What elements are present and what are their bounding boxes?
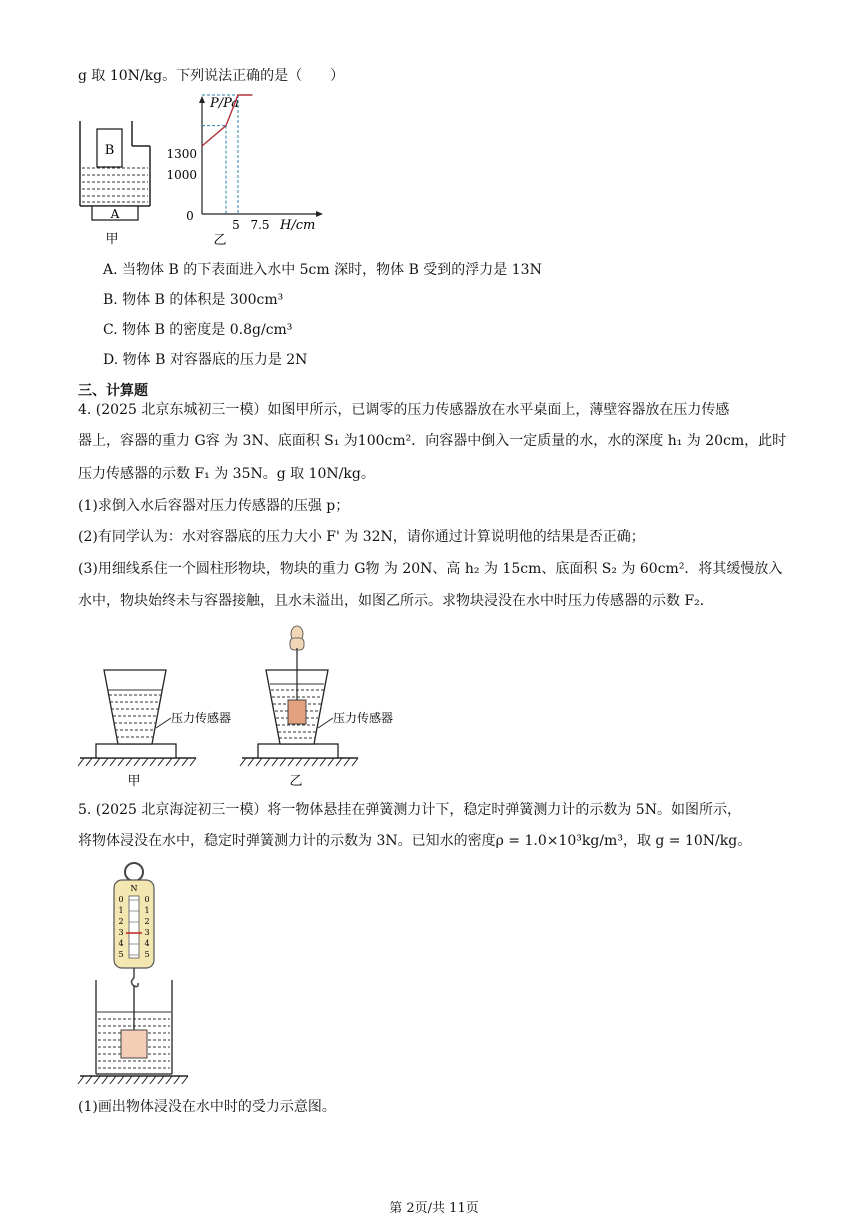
- block-a-label: A: [110, 207, 120, 221]
- figure-container-block-b: [72, 96, 162, 246]
- graph-origin: 0: [186, 209, 194, 223]
- q4-line2: 器上，容器的重力 G容 为 3N、底面积 S₁ 为100cm²．向容器中倒入一定质量的水，水的深度 h₁ 为 20cm，此时: [78, 433, 787, 449]
- page-footer: 第 2页/共 11页: [389, 1201, 479, 1216]
- q4-line1: 4. (2025 北京东城初三一模）如图甲所示，已调零的压力传感器放在水平桌面上，薄壁容器放在压力传感: [78, 402, 730, 418]
- graph-xtick-7-5: 7.5: [250, 218, 270, 232]
- svg-text:1: 1: [118, 906, 124, 915]
- sensor-label-jia: 压力传感器: [171, 711, 232, 725]
- intro-line: g 取 10N/kg。下列说法正确的是（ ）: [78, 68, 345, 84]
- figure-q4-yi: [238, 622, 418, 792]
- graph-y-label: P/Pa: [210, 96, 240, 111]
- q5-sub1: (1)画出物体浸没在水中时的受力示意图。: [78, 1099, 336, 1115]
- q4-line3: 压力传感器的示数 F₁ 为 35N。g 取 10N/kg。: [78, 466, 375, 482]
- q5-line2: 将物体浸没在水中，稳定时弹簧测力计的示数为 3N。已知水的密度ρ = 1.0×10³kg/m³，取 g = 10N/kg。: [78, 833, 752, 849]
- q4-sub3-line1: (3)用细线系住一个圆柱形物块，物块的重力 G物 为 20N、高 h₂ 为 15cm、底面积 S₂ 为 60cm²．将其缓慢放入: [78, 561, 783, 577]
- svg-text:2: 2: [144, 917, 150, 926]
- q4-sub3-line2: 水中，物块始终未与容器接触，且水未溢出，如图乙所示。求物块浸没在水中时压力传感器的示数 F₂．: [78, 593, 714, 609]
- option-a[interactable]: A. 当物体 B 的下表面进入水中 5cm 深时，物体 B 受到的浮力是 13N: [103, 262, 542, 278]
- svg-text:5: 5: [118, 950, 124, 959]
- q4-sub1: (1)求倒入水后容器对压力传感器的压强 p；: [78, 498, 350, 514]
- svg-text:0: 0: [118, 895, 124, 904]
- svg-text:4: 4: [118, 939, 124, 948]
- figure-q4-jia: [76, 640, 241, 790]
- svg-text:2: 2: [118, 917, 124, 926]
- graph-ytick-1300: 1300: [166, 147, 197, 161]
- caption-q4-jia: 甲: [127, 774, 141, 789]
- svg-text:4: 4: [144, 939, 150, 948]
- graph-xtick-5: 5: [232, 218, 240, 232]
- option-c[interactable]: C. 物体 B 的密度是 0.8g/cm³: [103, 322, 293, 338]
- option-d[interactable]: D. 物体 B 对容器底的压力是 2N: [103, 352, 308, 368]
- pressure-depth-graph: [160, 92, 330, 247]
- graph-ytick-1000: 1000: [166, 168, 197, 182]
- graph-x-label: H/cm: [280, 218, 316, 233]
- q5-line1: 5. (2025 北京海淀初三一模）将一物体悬挂在弹簧测力计下，稳定时弹簧测力计的示数为 5N。如图所示，: [78, 802, 741, 818]
- caption-jia-top: 甲: [105, 232, 119, 246]
- block-b-label: B: [104, 143, 115, 158]
- figure-q5-spring-scale: [74, 860, 194, 1090]
- sensor-label-yi: 压力传感器: [333, 711, 394, 725]
- caption-yi-top: 乙: [213, 233, 227, 247]
- q4-sub2: (2)有同学认为：水对容器底的压力大小 F' 为 32N，请你通过计算说明他的结果是否正确；: [78, 529, 645, 545]
- svg-text:5: 5: [144, 950, 150, 959]
- svg-text:1: 1: [144, 906, 150, 915]
- caption-q4-yi: 乙: [289, 774, 303, 789]
- hand-icon: [290, 626, 304, 650]
- svg-text:0: 0: [144, 895, 150, 904]
- svg-text:3: 3: [118, 928, 124, 937]
- scale-unit: N: [130, 884, 138, 893]
- option-b[interactable]: B. 物体 B 的体积是 300cm³: [103, 292, 284, 308]
- section-title: 三、计算题: [78, 383, 148, 399]
- svg-text:3: 3: [144, 928, 150, 937]
